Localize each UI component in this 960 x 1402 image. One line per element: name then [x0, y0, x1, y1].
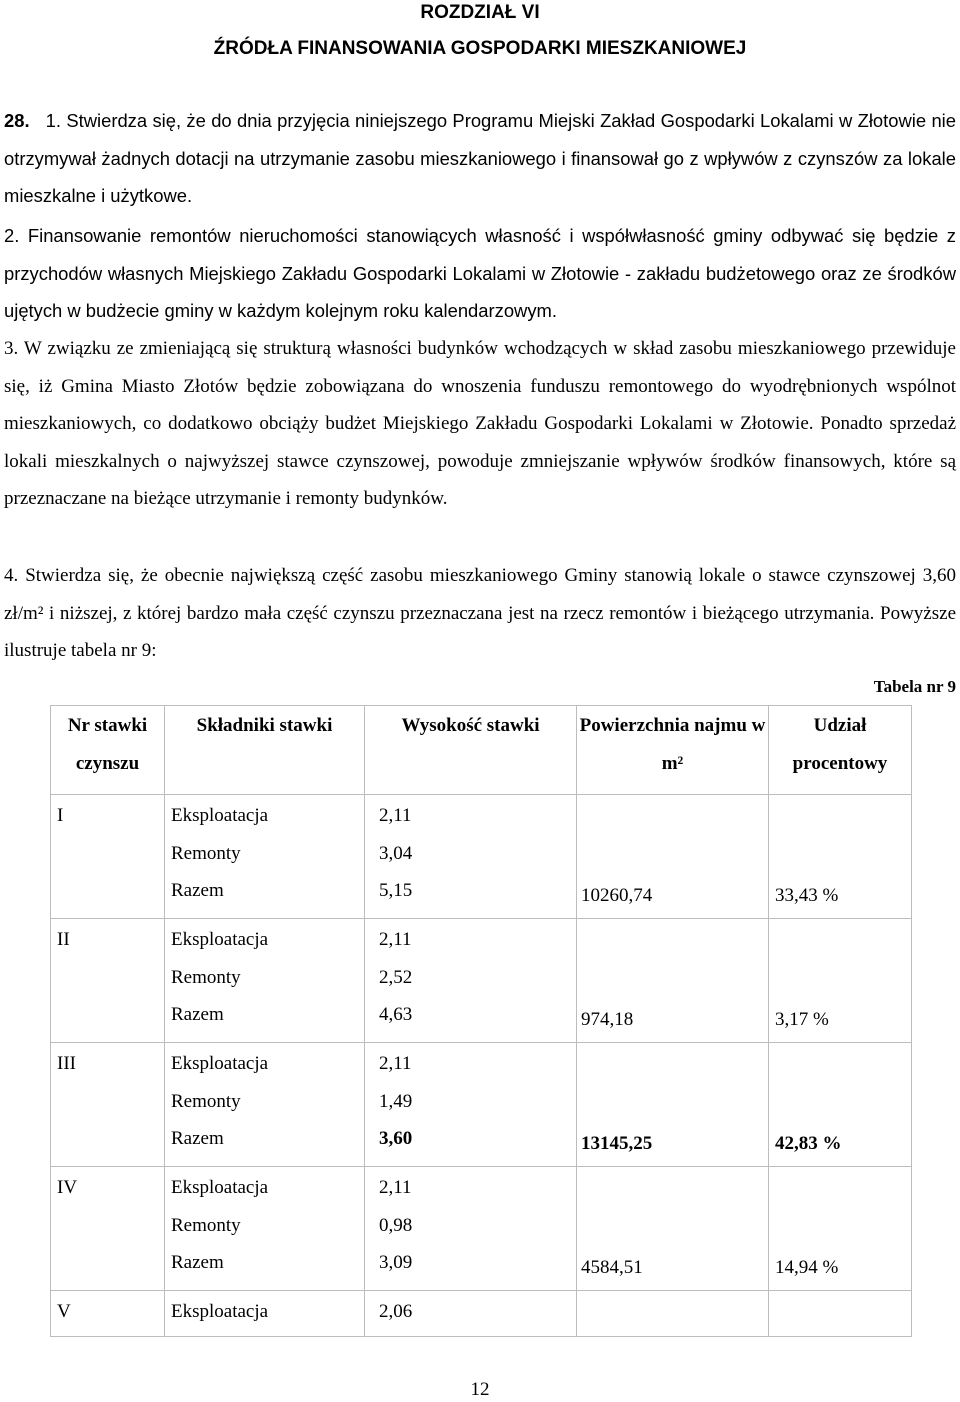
rate-value: 4,63: [379, 1004, 413, 1025]
percentage-share: 3,17 %: [769, 919, 912, 1043]
component-label: Remonty: [171, 1214, 241, 1236]
header-rate-number: Nr stawki czynszu: [51, 706, 165, 795]
rate-value: 5,15: [379, 880, 413, 901]
header-rate-components: Składniki stawki: [165, 706, 365, 795]
rate-number: V: [51, 1291, 165, 1337]
rate-value: 2,11: [379, 1053, 412, 1074]
table-row: [51, 919, 912, 1043]
component-label: Eksploatacja: [171, 1177, 269, 1198]
rate-value: 2,52: [379, 966, 413, 988]
rate-values: [365, 1167, 577, 1291]
rental-area: 974,18: [577, 919, 769, 1043]
component-label: Razem: [171, 880, 224, 901]
component-label: Razem: [171, 1252, 224, 1273]
component-label: Remonty: [171, 1090, 241, 1112]
component-label: Eksploatacja: [171, 1053, 269, 1074]
percentage-share: [769, 1291, 912, 1337]
rate-value: 3,60: [379, 1128, 413, 1149]
rate-value: 2,11: [379, 1177, 412, 1198]
component-label: Razem: [171, 1128, 224, 1149]
paragraph-1: [4, 102, 956, 215]
rental-area: 10260,74: [577, 795, 769, 919]
rate-values: [365, 795, 577, 919]
percentage-share: 42,83 %: [769, 1043, 912, 1167]
paragraph-2: 2. Finansowanie remontów nieruchomości stanowiących własność i współwłasność gminy odbywać się będzie z przychodów własnych Miejskiego Zakładu Gospodarki Lokalami w Złotowie - zakładu budżetowego oraz ze środków ujętych w budżecie gminy w każdym kolejnym roku kalendarzowym.: [4, 225, 956, 321]
table-caption: Tabela nr 9: [873, 677, 956, 696]
rate-number: II: [51, 919, 165, 1043]
header-percentage-share: Udział procentowy: [769, 706, 912, 795]
rate-value: 3,04: [379, 842, 413, 864]
rate-components: [165, 1291, 365, 1337]
rate-components: [165, 1167, 365, 1291]
component-label: Remonty: [171, 966, 241, 988]
rental-area: 4584,51: [577, 1167, 769, 1291]
rate-value: 1,49: [379, 1090, 413, 1112]
rate-value: 2,11: [379, 929, 412, 950]
section-number: 28.: [4, 110, 30, 131]
component-label: Razem: [171, 1004, 224, 1025]
rate-components: [165, 919, 365, 1043]
component-label: Eksploatacja: [171, 929, 269, 950]
paragraph-4: 4. Stwierdza się, że obecnie największą część zasobu mieszkaniowego Gminy stanowią lokale o stawce czynszowej 3,60 zł/m² i niższej, z której bardzo mała część czynszu przeznaczana jest na rzecz remontów i bieżącego utrzymania. Powyższe ilustruje tabela nr 9:: [4, 565, 956, 661]
rental-area: [577, 1291, 769, 1337]
component-label: Eksploatacja: [171, 805, 269, 826]
table-row: [51, 1291, 912, 1337]
rate-number: I: [51, 795, 165, 919]
rate-number: III: [51, 1043, 165, 1167]
table-header-row: [51, 706, 912, 795]
table-row: [51, 795, 912, 919]
rate-value: 2,11: [379, 805, 412, 826]
rate-components: [165, 1043, 365, 1167]
chapter-title: ŹRÓDŁA FINANSOWANIA GOSPODARKI MIESZKANIOWEJ: [213, 38, 747, 59]
rate-number: IV: [51, 1167, 165, 1291]
header-rate-amount: Wysokość stawki: [365, 706, 577, 795]
rent-rates-table: [50, 705, 912, 1337]
rate-values: [365, 1291, 577, 1337]
chapter-heading: ROZDZIAŁ VI: [420, 2, 540, 23]
component-label: Eksploatacja: [171, 1301, 269, 1322]
table-row: [51, 1167, 912, 1291]
rate-value: 0,98: [379, 1214, 413, 1236]
paragraph-3: 3. W związku ze zmieniającą się strukturą własności budynków wchodzących w skład zasobu mieszkaniowego przewiduje się, iż Gmina Miasto Złotów będzie zobowiązana do wnoszenia funduszu remontowego do wyodrębnionych wspólnot mieszkaniowych, co dodatkowo obciąży budżet Miejskiego Zakładu Gospodarki Lokalami w Złotowie. Ponadto sprzedaż lokali mieszkalnych o najwyższej stawce czynszowej, powoduje zmniejszanie wpływów środków finansowych, które są przeznaczane na bieżące utrzymanie i remonty budynków.: [4, 338, 956, 509]
rate-values: [365, 1043, 577, 1167]
rental-area: 13145,25: [577, 1043, 769, 1167]
page-number: 12: [470, 1379, 490, 1400]
table-row: [51, 1043, 912, 1167]
rate-components: [165, 795, 365, 919]
header-rental-area: Powierzchnia najmu w m²: [577, 706, 769, 795]
component-label: Remonty: [171, 842, 241, 864]
rate-value: 3,09: [379, 1252, 413, 1273]
paragraph-1-text: 1. Stwierdza się, że do dnia przyjęcia niniejszego Programu Miejski Zakład Gospodarki Lokalami w Złotowie nie otrzymywał żadnych dotacji na utrzymanie zasobu mieszkaniowego i finansował go z wpływów z czynszów za lokale mieszkalne i użytkowe.: [4, 110, 956, 206]
percentage-share: 14,94 %: [769, 1167, 912, 1291]
rate-values: [365, 919, 577, 1043]
percentage-share: 33,43 %: [769, 795, 912, 919]
rate-value: 2,06: [379, 1301, 413, 1322]
